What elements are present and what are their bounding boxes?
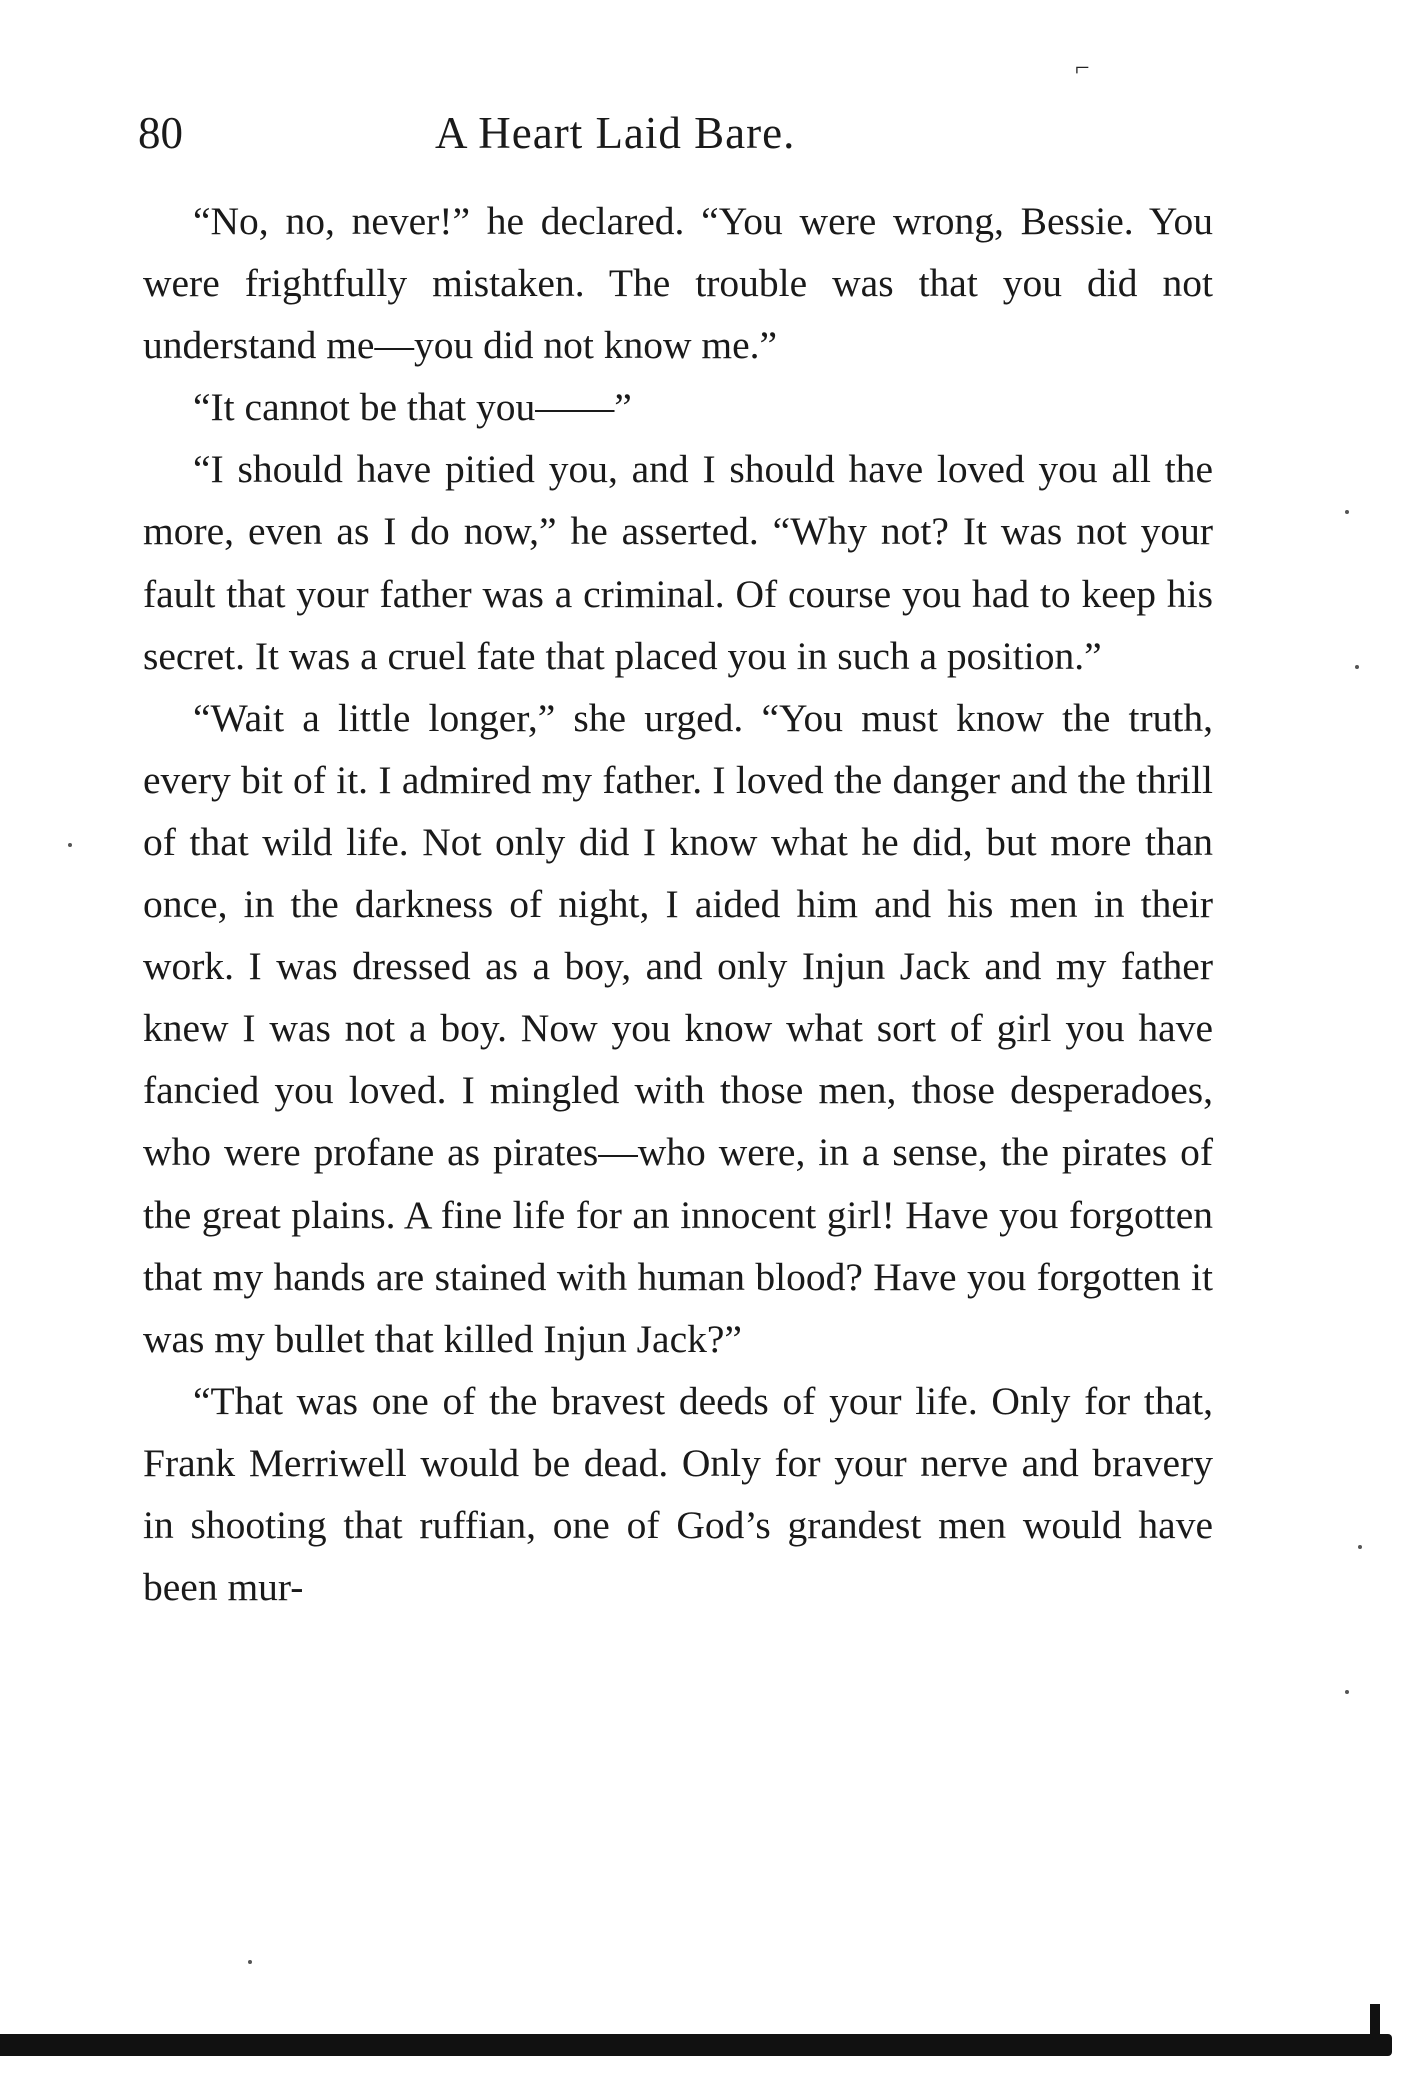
bottom-rule <box>0 2034 1392 2056</box>
running-title: A Heart Laid Bare. <box>435 108 796 158</box>
body-text <box>143 190 1213 1618</box>
page-header <box>138 103 1213 163</box>
print-speck <box>1358 1545 1362 1549</box>
print-speck <box>248 1960 252 1964</box>
paragraph: “It cannot be that you——” <box>193 385 632 430</box>
print-speck <box>1355 665 1359 669</box>
paragraph: “No, no, never!” he declared. “You were wrong, Bessie. You were frightfully mistaken. The trouble was that you did not understand me—you did not know me.” <box>143 199 1213 368</box>
print-speck <box>68 843 72 847</box>
paragraph: “That was one of the bravest deeds of your life. Only for that, Frank Merriwell would be dead. Only for your nerve and bravery in shooting that ruffian, one of God’s grandest men would have been mur- <box>143 1378 1213 1610</box>
print-speck <box>1345 510 1349 514</box>
paragraph: “I should have pitied you, and I should have loved you all the more, even as I do now,” he asserted. “Why not? It was not your fault that your father was a criminal. Of course you had to keep his secret. It was a cruel fate that placed you in such a position.” <box>143 447 1213 678</box>
paragraph: “Wait a little longer,” she urged. “You must know the truth, every bit of it. I admired my father. I loved the danger and the thrill of that wild life. Not only did I know what he did, but more than once, in the darkness of night, I aided him and his men in their work. I was dressed as a boy, and only Injun Jack and my father knew I was not a boy. Now you know what sort of girl you have fancied you loved. I mingled with those men, those desperadoes, who were profane as pirates—who were, in a sense, the pirates of the great plains. A fine life for an innocent girl! Have you forgotten that my hands are stained with human blood? Have you forgotten it was my bullet that killed Injun Jack?” <box>143 695 1213 1361</box>
ink-mark: ⌐ <box>1075 53 1090 82</box>
print-speck <box>1345 1690 1349 1694</box>
page-number: 80 <box>138 108 183 158</box>
